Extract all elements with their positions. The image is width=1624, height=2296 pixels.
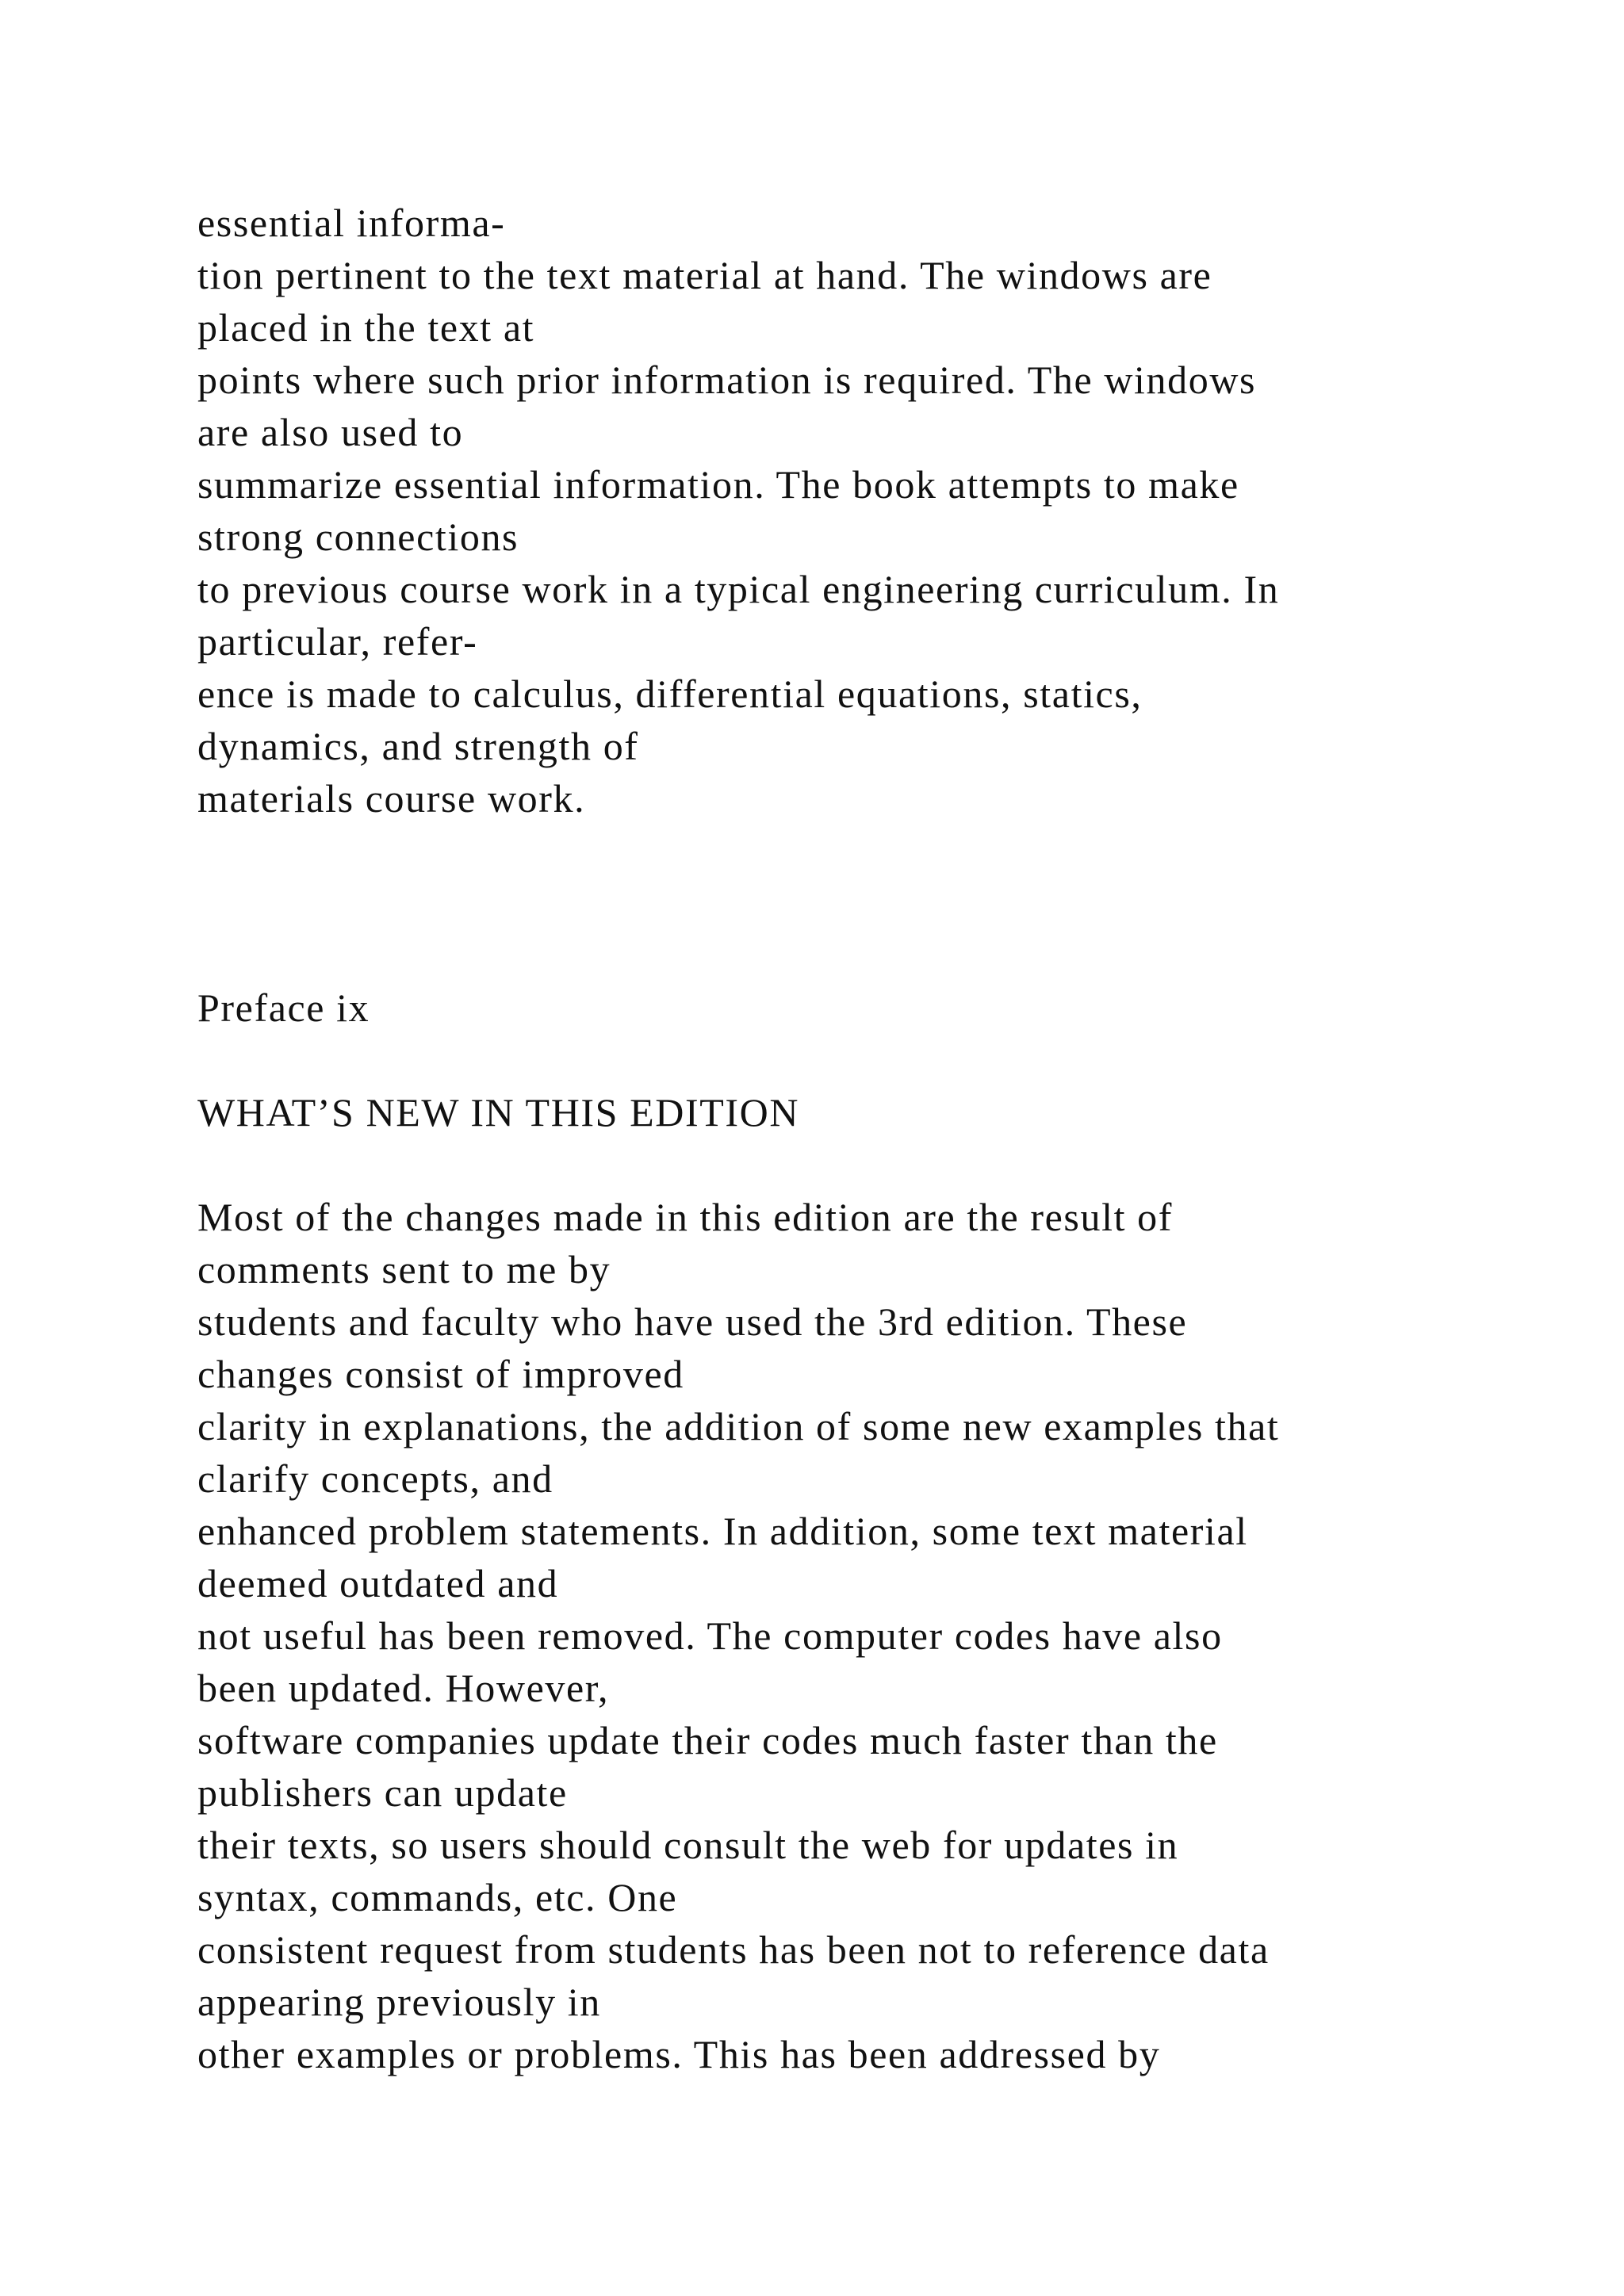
text-line: are also used to [197, 410, 464, 454]
text-line: changes consist of improved [197, 1352, 684, 1396]
text-line: consistent request from students has been not to reference data [197, 1927, 1270, 1972]
text-line: not useful has been removed. The computer codes have also [197, 1613, 1223, 1658]
text-line: essential informa- [197, 201, 506, 245]
running-header: Preface ix [197, 985, 370, 1030]
text-line: summarize essential information. The book attempts to make [197, 462, 1239, 507]
text-line: particular, refer- [197, 619, 478, 664]
text-line: clarity in explanations, the addition of some new examples that [197, 1404, 1280, 1448]
text-line: other examples or problems. This has been addressed by [197, 2032, 1161, 2076]
text-line: comments sent to me by [197, 1247, 611, 1292]
section-heading: WHAT’S NEW IN THIS EDITION [197, 1090, 800, 1135]
text-line: students and faculty who have used the 3rd edition. These [197, 1299, 1188, 1344]
text-line: dynamics, and strength of [197, 724, 639, 768]
text-line: tion pertinent to the text material at hand. The windows are [197, 253, 1212, 297]
text-line: materials course work. [197, 776, 586, 821]
text-line: to previous course work in a typical engineering curriculum. In [197, 567, 1280, 611]
text-line: ence is made to calculus, differential equations, statics, [197, 672, 1143, 716]
text-line: points where such prior information is required. The windows [197, 358, 1257, 402]
text-line: placed in the text at [197, 305, 535, 350]
text-line: their texts, so users should consult the web for updates in [197, 1823, 1179, 1867]
text-line: syntax, commands, etc. One [197, 1875, 678, 1919]
text-line: deemed outdated and [197, 1561, 559, 1605]
text-line: Most of the changes made in this edition are the result of [197, 1195, 1174, 1239]
text-line: software companies update their codes much faster than the [197, 1718, 1218, 1762]
text-line: strong connections [197, 515, 519, 559]
text-line: enhanced problem statements. In addition, some text material [197, 1509, 1248, 1553]
text-line: been updated. However, [197, 1666, 610, 1710]
text-line: publishers can update [197, 1770, 568, 1815]
text-line: appearing previously in [197, 1980, 601, 2024]
text-line: clarify concepts, and [197, 1456, 553, 1501]
